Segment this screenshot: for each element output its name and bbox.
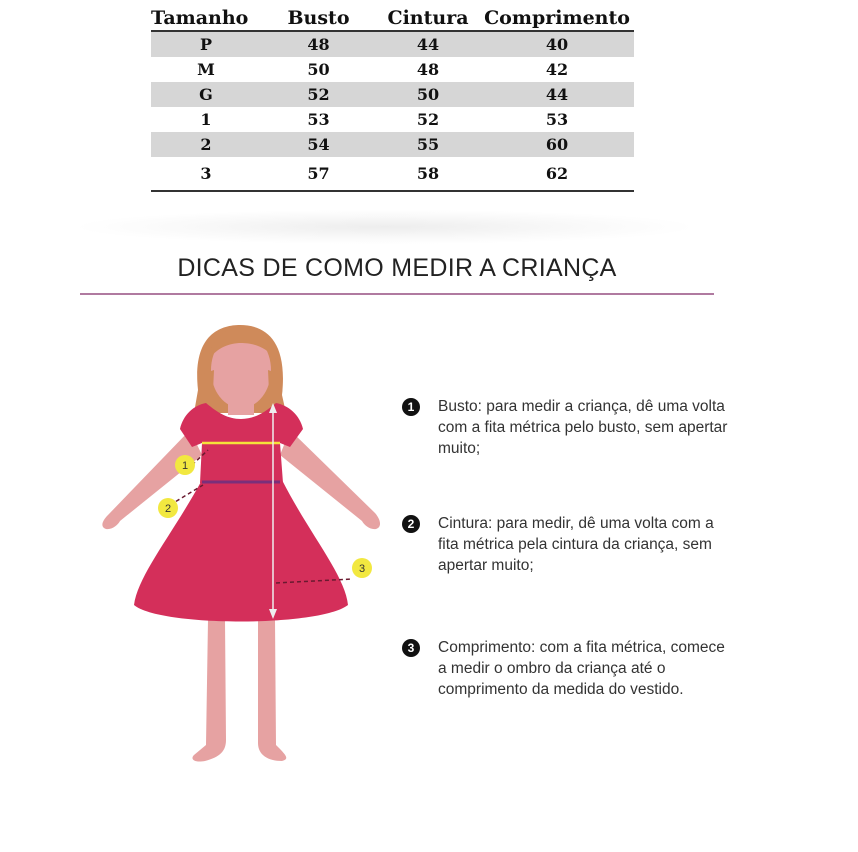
tips-title: DICAS DE COMO MEDIR A CRIANÇA bbox=[177, 254, 617, 282]
table-row bbox=[151, 57, 634, 82]
table-row bbox=[151, 31, 634, 57]
cell-waist: 48 bbox=[416, 60, 440, 79]
marker-3-label: 3 bbox=[358, 563, 366, 575]
cell-size: M bbox=[197, 60, 215, 79]
size-table-header bbox=[151, 6, 634, 31]
cell-bust: 50 bbox=[307, 60, 330, 79]
header-comprimento: Comprimento bbox=[480, 6, 634, 31]
marker-1-label: 1 bbox=[181, 460, 189, 472]
cell-length: 42 bbox=[545, 60, 569, 79]
cell-waist: 50 bbox=[376, 82, 480, 107]
table-row bbox=[151, 107, 634, 132]
header-cintura: Cintura bbox=[376, 6, 480, 31]
cell-bust: 57 bbox=[261, 157, 376, 191]
table-row bbox=[151, 132, 634, 157]
cell-size: 2 bbox=[151, 132, 261, 157]
cell-length: 44 bbox=[480, 82, 634, 107]
size-table bbox=[151, 6, 634, 192]
tip-text-1: Busto: para medir a criança, dê uma volta com a fita métrica pelo busto, sem apertar muito; bbox=[438, 398, 728, 457]
cell-waist: 52 bbox=[416, 110, 440, 129]
cell-size: 3 bbox=[151, 157, 261, 191]
cell-bust: 48 bbox=[261, 31, 376, 57]
header-tamanho: Tamanho bbox=[151, 6, 261, 31]
marker-2-label: 2 bbox=[164, 503, 172, 515]
cell-size: 1 bbox=[200, 110, 212, 129]
left-leg bbox=[192, 620, 226, 762]
cell-bust: 52 bbox=[261, 82, 376, 107]
tip-text-2: Cintura: para medir, dê uma volta com a fita métrica pela cintura da criança, sem apertar muito; bbox=[438, 515, 714, 574]
cell-waist: 58 bbox=[376, 157, 480, 191]
cell-length: 62 bbox=[480, 157, 634, 191]
tip-number-1: 1 bbox=[402, 398, 420, 416]
cell-size: P bbox=[151, 31, 261, 57]
cell-size: G bbox=[151, 82, 261, 107]
cell-length: 53 bbox=[545, 110, 569, 129]
tip-waist bbox=[402, 513, 732, 576]
tip-length bbox=[402, 637, 732, 700]
cell-waist: 55 bbox=[376, 132, 480, 157]
table-row bbox=[151, 157, 634, 191]
tip-bust bbox=[402, 396, 732, 459]
title-divider bbox=[80, 293, 714, 295]
cell-waist: 44 bbox=[376, 31, 480, 57]
cell-length: 40 bbox=[480, 31, 634, 57]
girl-measuring-illustration bbox=[90, 315, 400, 775]
table-row bbox=[151, 82, 634, 107]
cell-bust: 54 bbox=[261, 132, 376, 157]
cell-bust: 53 bbox=[307, 110, 330, 129]
tip-number-3: 3 bbox=[402, 639, 420, 657]
tip-number-2: 2 bbox=[402, 515, 420, 533]
right-leg bbox=[258, 620, 286, 761]
background-smudge bbox=[80, 210, 690, 244]
cell-length: 60 bbox=[480, 132, 634, 157]
tip-text-3: Comprimento: com a fita métrica, comece a medir o ombro da criança até o comprimento da medida do vestido. bbox=[438, 639, 725, 698]
header-busto: Busto bbox=[261, 6, 376, 31]
